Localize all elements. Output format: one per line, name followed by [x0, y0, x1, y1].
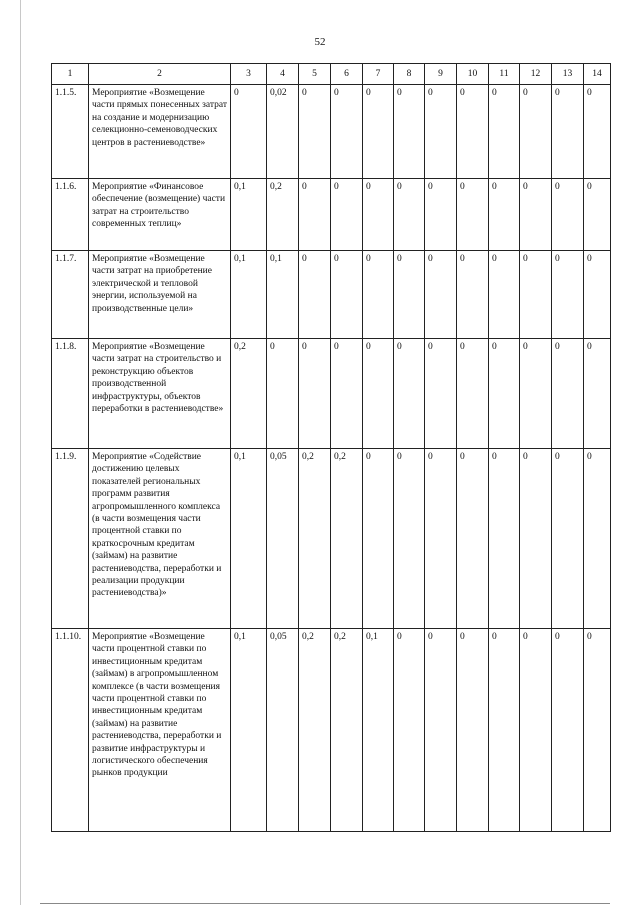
table-row: [52, 449, 611, 629]
value-cell: 0: [425, 85, 457, 179]
column-header: 4: [267, 64, 299, 85]
value-cell: 0: [394, 85, 425, 179]
value-cell: 0: [425, 251, 457, 339]
value-cell: 0: [457, 179, 489, 251]
value-cell: 0,02: [267, 85, 299, 179]
column-header: 12: [520, 64, 552, 85]
value-cell: 0,1: [267, 251, 299, 339]
row-description: Мероприятие «Возмещение части процентной ставки по инвестиционным кредитам (займам) в агропромышленном комплексе (в части возмещения части процентной ставки по инвестиционным кредитам (займам) на развитие растениеводства, переработки и развитие инфраструктуры и логистического обеспечения рынков продукции: [89, 629, 231, 832]
column-header: 1: [52, 64, 89, 85]
value-cell: 0: [552, 449, 584, 629]
row-description: Мероприятие «Возмещение части затрат на строительство и реконструкцию объектов производственной инфраструктуры, объектов переработки в растениеводстве»: [89, 339, 231, 449]
value-cell: 0: [425, 339, 457, 449]
value-cell: 0,1: [231, 449, 267, 629]
value-cell: 0: [520, 629, 552, 832]
table-row: [52, 85, 611, 179]
value-cell: 0: [363, 339, 394, 449]
value-cell: 0: [584, 251, 611, 339]
value-cell: 0: [363, 85, 394, 179]
row-description: Мероприятие «Содействие достижению целевых показателей региональных программ развития агропромышленного комплекса (в части возмещения части процентной ставки по краткосрочным кредитам (займам) на развитие растениеводства, переработки и реализации продукции растениеводства)»: [89, 449, 231, 629]
value-cell: 0: [552, 629, 584, 832]
table-header-row: [52, 64, 611, 85]
row-code: 1.1.10.: [52, 629, 89, 832]
value-cell: 0: [489, 339, 520, 449]
value-cell: 0: [520, 449, 552, 629]
table-row: [52, 179, 611, 251]
value-cell: 0: [552, 85, 584, 179]
value-cell: 0: [489, 629, 520, 832]
table-row: [52, 629, 611, 832]
value-cell: 0: [520, 179, 552, 251]
value-cell: 0: [457, 629, 489, 832]
value-cell: 0: [331, 85, 363, 179]
row-description: Мероприятие «Возмещение части прямых понесенных затрат на создание и модернизацию селекционно-семеноводческих центров в растениеводстве»: [89, 85, 231, 179]
row-description: Мероприятие «Финансовое обеспечение (возмещение) части затрат на строительство современных теплиц»: [89, 179, 231, 251]
column-header: 10: [457, 64, 489, 85]
value-cell: 0: [394, 339, 425, 449]
value-cell: 0: [394, 251, 425, 339]
indicator-table: [51, 63, 611, 832]
column-header: 11: [489, 64, 520, 85]
value-cell: 0,05: [267, 449, 299, 629]
value-cell: 0: [584, 449, 611, 629]
value-cell: 0: [299, 179, 331, 251]
value-cell: 0: [584, 85, 611, 179]
row-code: 1.1.8.: [52, 339, 89, 449]
value-cell: 0,1: [231, 179, 267, 251]
table-row: [52, 339, 611, 449]
value-cell: 0: [425, 629, 457, 832]
value-cell: 0,1: [231, 251, 267, 339]
column-header: 6: [331, 64, 363, 85]
value-cell: 0: [267, 339, 299, 449]
value-cell: 0,2: [299, 449, 331, 629]
value-cell: 0,2: [267, 179, 299, 251]
value-cell: 0: [299, 339, 331, 449]
value-cell: 0: [489, 251, 520, 339]
table-row: [52, 251, 611, 339]
value-cell: 0: [394, 629, 425, 832]
column-header: 8: [394, 64, 425, 85]
scan-edge: [20, 0, 21, 905]
value-cell: 0: [584, 629, 611, 832]
value-cell: 0: [231, 85, 267, 179]
value-cell: 0: [331, 339, 363, 449]
row-code: 1.1.7.: [52, 251, 89, 339]
value-cell: 0: [520, 251, 552, 339]
value-cell: 0: [489, 449, 520, 629]
value-cell: 0: [457, 85, 489, 179]
column-header: 7: [363, 64, 394, 85]
value-cell: 0: [363, 449, 394, 629]
value-cell: 0: [331, 251, 363, 339]
value-cell: 0: [552, 179, 584, 251]
value-cell: 0: [394, 179, 425, 251]
value-cell: 0: [394, 449, 425, 629]
page-bottom-edge: [40, 903, 610, 904]
value-cell: 0: [489, 179, 520, 251]
column-header: 13: [552, 64, 584, 85]
value-cell: 0,2: [231, 339, 267, 449]
value-cell: 0: [489, 85, 520, 179]
value-cell: 0: [363, 251, 394, 339]
row-code: 1.1.5.: [52, 85, 89, 179]
page-number: 52: [314, 36, 326, 48]
value-cell: 0: [584, 179, 611, 251]
value-cell: 0: [552, 251, 584, 339]
value-cell: 0,2: [331, 449, 363, 629]
column-header: 3: [231, 64, 267, 85]
column-header: 5: [299, 64, 331, 85]
value-cell: 0: [552, 339, 584, 449]
value-cell: 0: [299, 85, 331, 179]
value-cell: 0: [363, 179, 394, 251]
value-cell: 0: [520, 85, 552, 179]
value-cell: 0,1: [363, 629, 394, 832]
value-cell: 0: [331, 179, 363, 251]
value-cell: 0: [425, 179, 457, 251]
column-header: 9: [425, 64, 457, 85]
value-cell: 0: [299, 251, 331, 339]
value-cell: 0: [457, 449, 489, 629]
value-cell: 0: [520, 339, 552, 449]
value-cell: 0,1: [231, 629, 267, 832]
value-cell: 0: [457, 251, 489, 339]
value-cell: 0,2: [299, 629, 331, 832]
value-cell: 0,2: [331, 629, 363, 832]
value-cell: 0,05: [267, 629, 299, 832]
row-code: 1.1.6.: [52, 179, 89, 251]
row-description: Мероприятие «Возмещение части затрат на приобретение электрической и тепловой энергии, используемой на производственные цели»: [89, 251, 231, 339]
value-cell: 0: [584, 339, 611, 449]
value-cell: 0: [425, 449, 457, 629]
row-code: 1.1.9.: [52, 449, 89, 629]
column-header: 14: [584, 64, 611, 85]
value-cell: 0: [457, 339, 489, 449]
column-header: 2: [89, 64, 231, 85]
